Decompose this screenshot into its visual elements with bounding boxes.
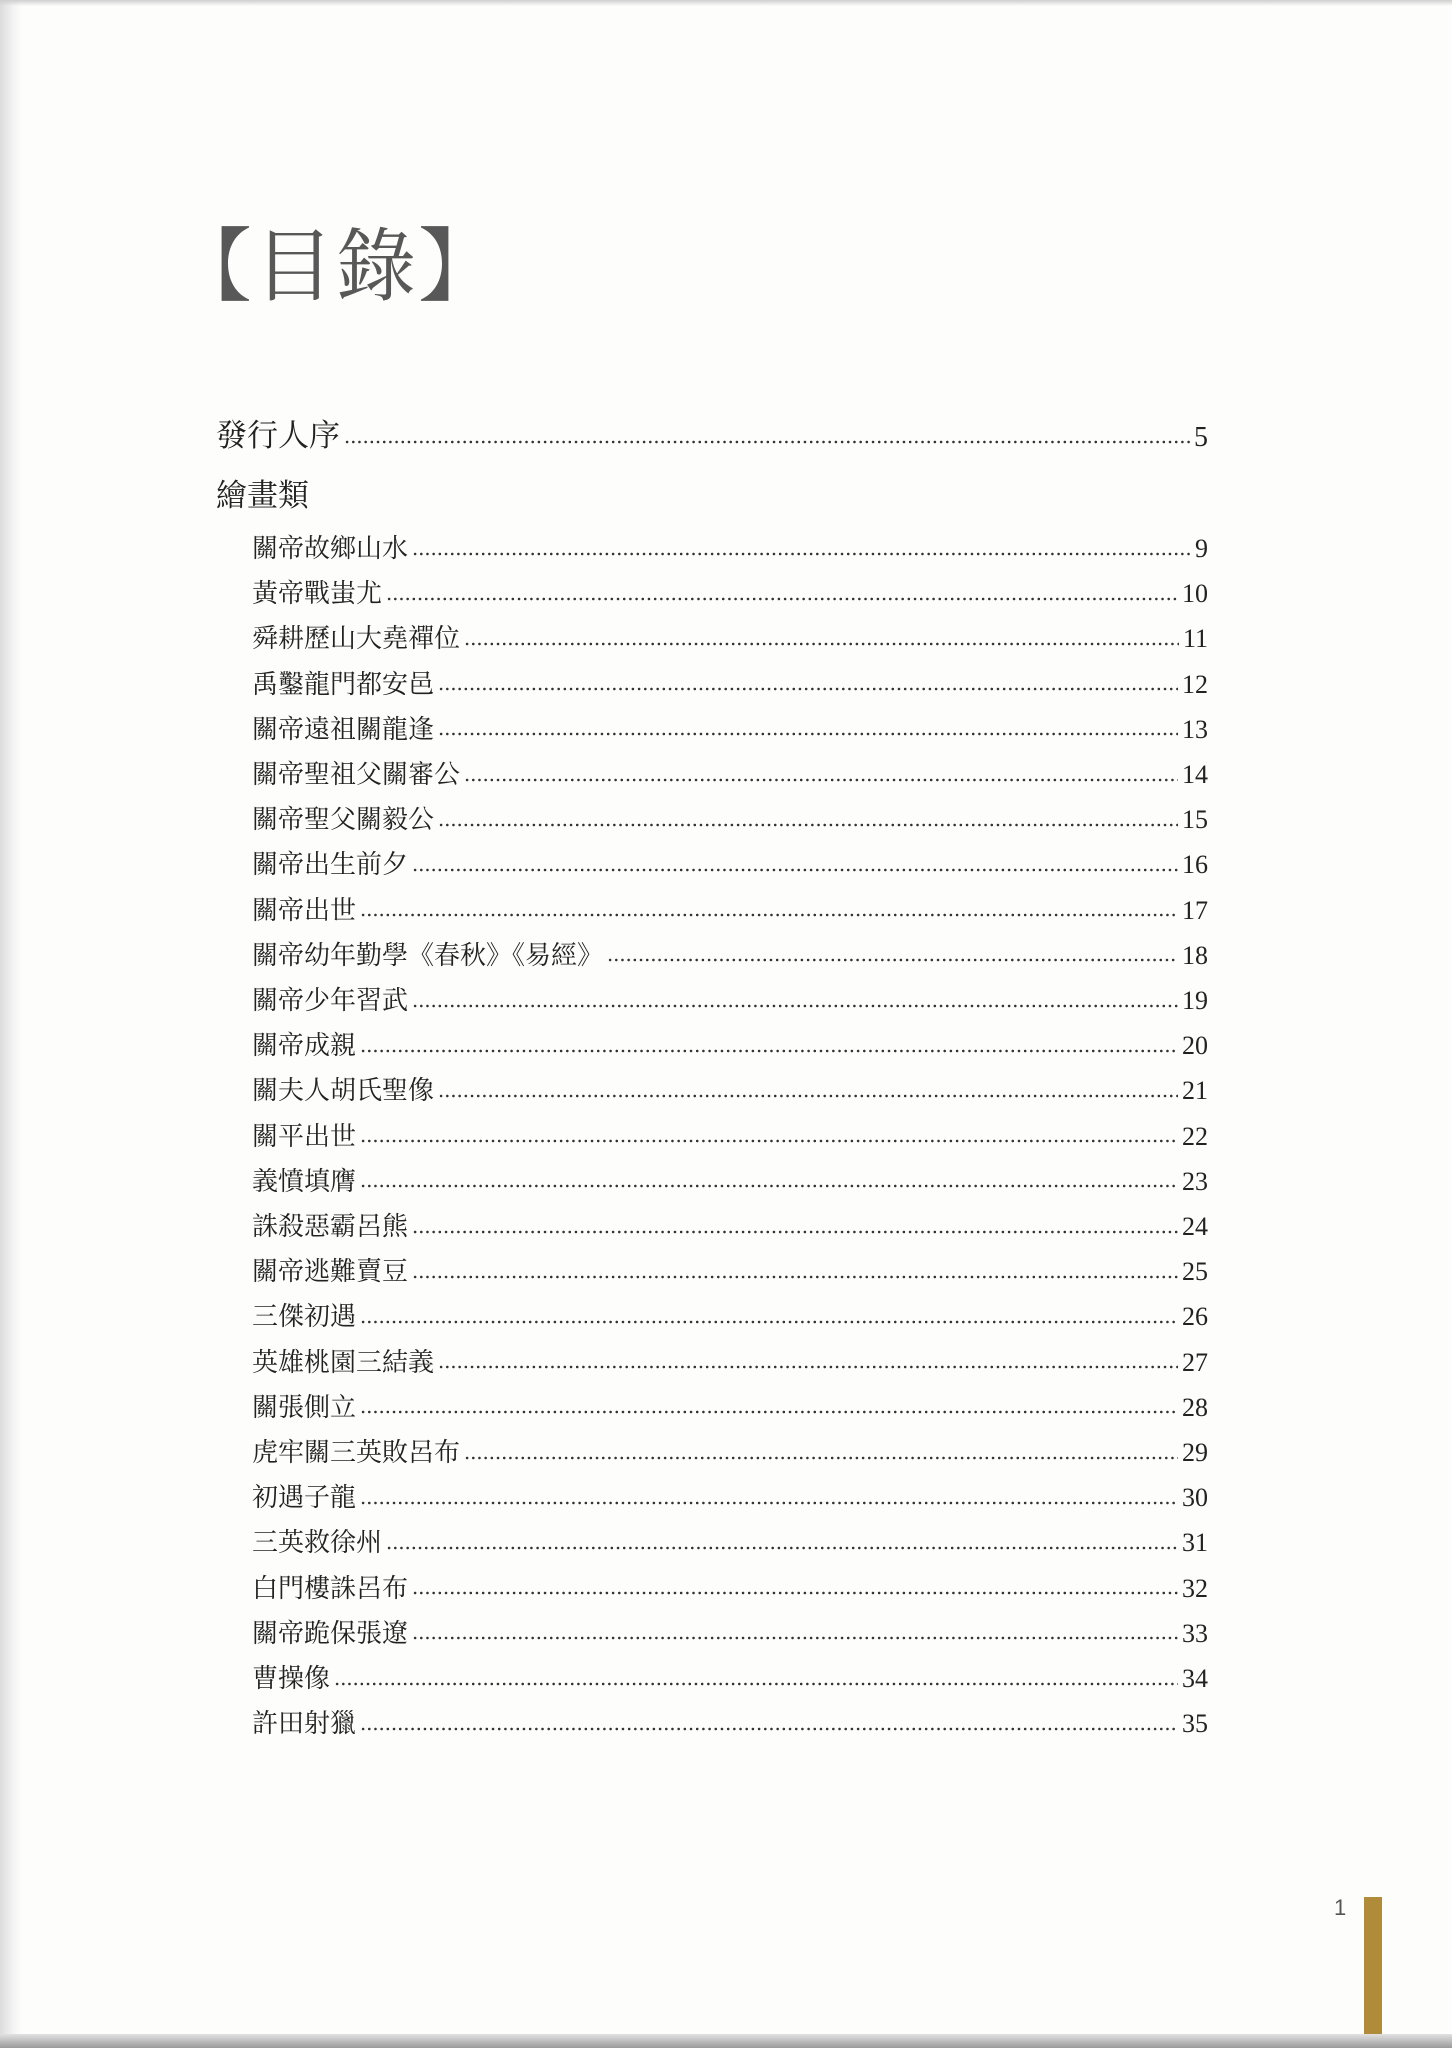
- toc-row: [252, 754, 1208, 791]
- toc-row-preface: [216, 410, 1208, 455]
- toc-label: 關張側立: [252, 1392, 357, 1423]
- dot-leader: [360, 1392, 1178, 1418]
- toc-row: [252, 844, 1208, 881]
- page-title: 【目錄】: [172, 220, 500, 313]
- toc-page-number: 22: [1182, 1121, 1208, 1151]
- dot-leader: [412, 1256, 1178, 1282]
- dot-leader: [412, 533, 1191, 559]
- dot-leader: [412, 985, 1178, 1011]
- toc-row: [252, 1116, 1208, 1153]
- toc-label: 關平出世: [252, 1121, 357, 1152]
- dot-leader: [438, 1347, 1178, 1373]
- toc-label: 三傑初遇: [252, 1302, 357, 1333]
- toc-page-number: 21: [1182, 1076, 1208, 1106]
- toc-page-number: 18: [1182, 940, 1208, 970]
- toc-row: [252, 980, 1208, 1017]
- accent-bar: [1364, 1897, 1382, 2034]
- toc-page-number: 30: [1182, 1483, 1208, 1513]
- dot-leader: [438, 1075, 1178, 1101]
- dot-leader: [360, 1482, 1178, 1508]
- toc-row: [252, 1251, 1208, 1288]
- toc-row: [252, 664, 1208, 701]
- toc-label: 曹操像: [252, 1664, 331, 1694]
- toc-page-number: 35: [1182, 1709, 1208, 1739]
- toc-row: [252, 1342, 1208, 1379]
- toc-page-number: 24: [1182, 1212, 1208, 1241]
- toc-label: 關帝聖祖父關審公: [252, 760, 461, 790]
- dot-leader: [464, 1437, 1178, 1463]
- toc-label: 關帝逃難賣豆: [252, 1257, 409, 1288]
- toc-row: [252, 935, 1208, 972]
- dot-leader: [438, 669, 1178, 695]
- page-number: 1: [1334, 1895, 1347, 1920]
- dot-leader: [412, 1573, 1178, 1599]
- toc-label: 關帝成親: [252, 1031, 357, 1062]
- toc-row: [252, 1432, 1208, 1469]
- toc-row: [252, 1703, 1208, 1740]
- toc-row: [252, 890, 1208, 927]
- toc-row: [252, 1477, 1208, 1514]
- toc-page-number: 33: [1182, 1618, 1208, 1648]
- dot-leader: [360, 1301, 1178, 1327]
- toc-page-number: 17: [1182, 895, 1208, 925]
- toc-row: [252, 1613, 1208, 1650]
- toc-page-number: 16: [1182, 850, 1208, 880]
- toc-label: 關帝幼年勤學《春秋》《易經》: [252, 940, 604, 971]
- toc-label: 虎牢關三英敗呂布: [252, 1438, 461, 1468]
- dot-leader: [360, 1121, 1178, 1147]
- toc-label: 關帝聖父關毅公: [252, 805, 435, 836]
- toc-page-number: 29: [1182, 1438, 1208, 1467]
- toc-label: 舜耕歷山大堯禪位: [252, 624, 461, 655]
- dot-leader: [412, 1211, 1178, 1237]
- toc-page-number: 13: [1182, 714, 1208, 744]
- toc-label: 黃帝戰蚩尤: [252, 579, 383, 610]
- toc-label: 禹鑿龍門都安邑: [252, 669, 435, 700]
- toc-page-number: 23: [1182, 1166, 1208, 1196]
- dot-leader: [386, 578, 1178, 604]
- toc-page-number: 28: [1182, 1392, 1208, 1422]
- toc-page-number: 15: [1182, 805, 1208, 835]
- toc-page-number: 25: [1182, 1257, 1208, 1287]
- toc-label: 初遇子龍: [252, 1483, 357, 1514]
- dot-leader: [360, 1708, 1178, 1734]
- dot-leader: [412, 1618, 1178, 1644]
- toc-label: 關夫人胡氏聖像: [252, 1076, 435, 1107]
- toc-row: [252, 618, 1208, 655]
- toc-row: [252, 709, 1208, 746]
- toc-page-number: 11: [1182, 624, 1208, 654]
- dot-leader: [464, 623, 1179, 649]
- toc-label: 發行人序: [216, 418, 340, 454]
- dot-leader: [334, 1663, 1178, 1689]
- toc-row: [252, 1522, 1208, 1559]
- toc-page-number: 27: [1182, 1347, 1208, 1377]
- toc-row: [252, 799, 1208, 836]
- toc-label: 許田射獵: [252, 1709, 357, 1740]
- dot-leader: [344, 417, 1190, 448]
- page-bottom-edge: [0, 2034, 1452, 2048]
- toc-label: 白門樓誅呂布: [252, 1573, 409, 1604]
- toc-page-number: 34: [1182, 1664, 1208, 1693]
- toc-row: [252, 1387, 1208, 1424]
- dot-leader: [360, 1030, 1178, 1056]
- toc-label: 關帝出世: [252, 895, 357, 926]
- toc-label: 關帝遠祖關龍逢: [252, 714, 435, 745]
- toc-row: [252, 1070, 1208, 1107]
- toc-page-number: 20: [1182, 1031, 1208, 1061]
- dot-leader: [360, 895, 1178, 921]
- dot-leader: [438, 804, 1178, 830]
- toc-row: [252, 1025, 1208, 1062]
- toc-row: [252, 1568, 1208, 1605]
- toc-page-number: 26: [1182, 1302, 1208, 1332]
- toc-page-number: 32: [1182, 1573, 1208, 1603]
- dot-leader: [607, 940, 1178, 966]
- toc-label: 關帝少年習武: [252, 986, 409, 1016]
- dot-leader: [412, 849, 1178, 875]
- toc-row: [252, 573, 1208, 610]
- toc-row: [252, 1206, 1208, 1243]
- toc-page-number: 19: [1182, 986, 1208, 1015]
- toc-row: [252, 1658, 1208, 1695]
- toc-label: 英雄桃園三結義: [252, 1347, 435, 1378]
- dot-leader: [464, 759, 1178, 785]
- dot-leader: [360, 1166, 1178, 1192]
- toc-page-number: 14: [1182, 760, 1208, 789]
- toc-page-number: 9: [1195, 534, 1208, 563]
- toc-row: [252, 1161, 1208, 1198]
- toc-page-number: 12: [1182, 669, 1208, 699]
- dot-leader: [438, 714, 1178, 740]
- toc-row: [252, 528, 1208, 565]
- toc-label: 三英救徐州: [252, 1528, 383, 1559]
- toc-label: 關帝跪保張遼: [252, 1618, 409, 1649]
- toc-page-number: 31: [1182, 1528, 1208, 1558]
- toc-label: 關帝出生前夕: [252, 850, 409, 881]
- toc-page-number: 5: [1194, 422, 1208, 453]
- toc-page-number: 10: [1182, 579, 1208, 609]
- toc-label: 關帝故鄉山水: [252, 534, 409, 564]
- section-heading: 繪畫類: [216, 478, 309, 514]
- toc-label: 義憤填膺: [252, 1166, 357, 1197]
- toc-row: [252, 1296, 1208, 1333]
- toc-label: 誅殺惡霸呂熊: [252, 1212, 409, 1242]
- dot-leader: [386, 1527, 1178, 1553]
